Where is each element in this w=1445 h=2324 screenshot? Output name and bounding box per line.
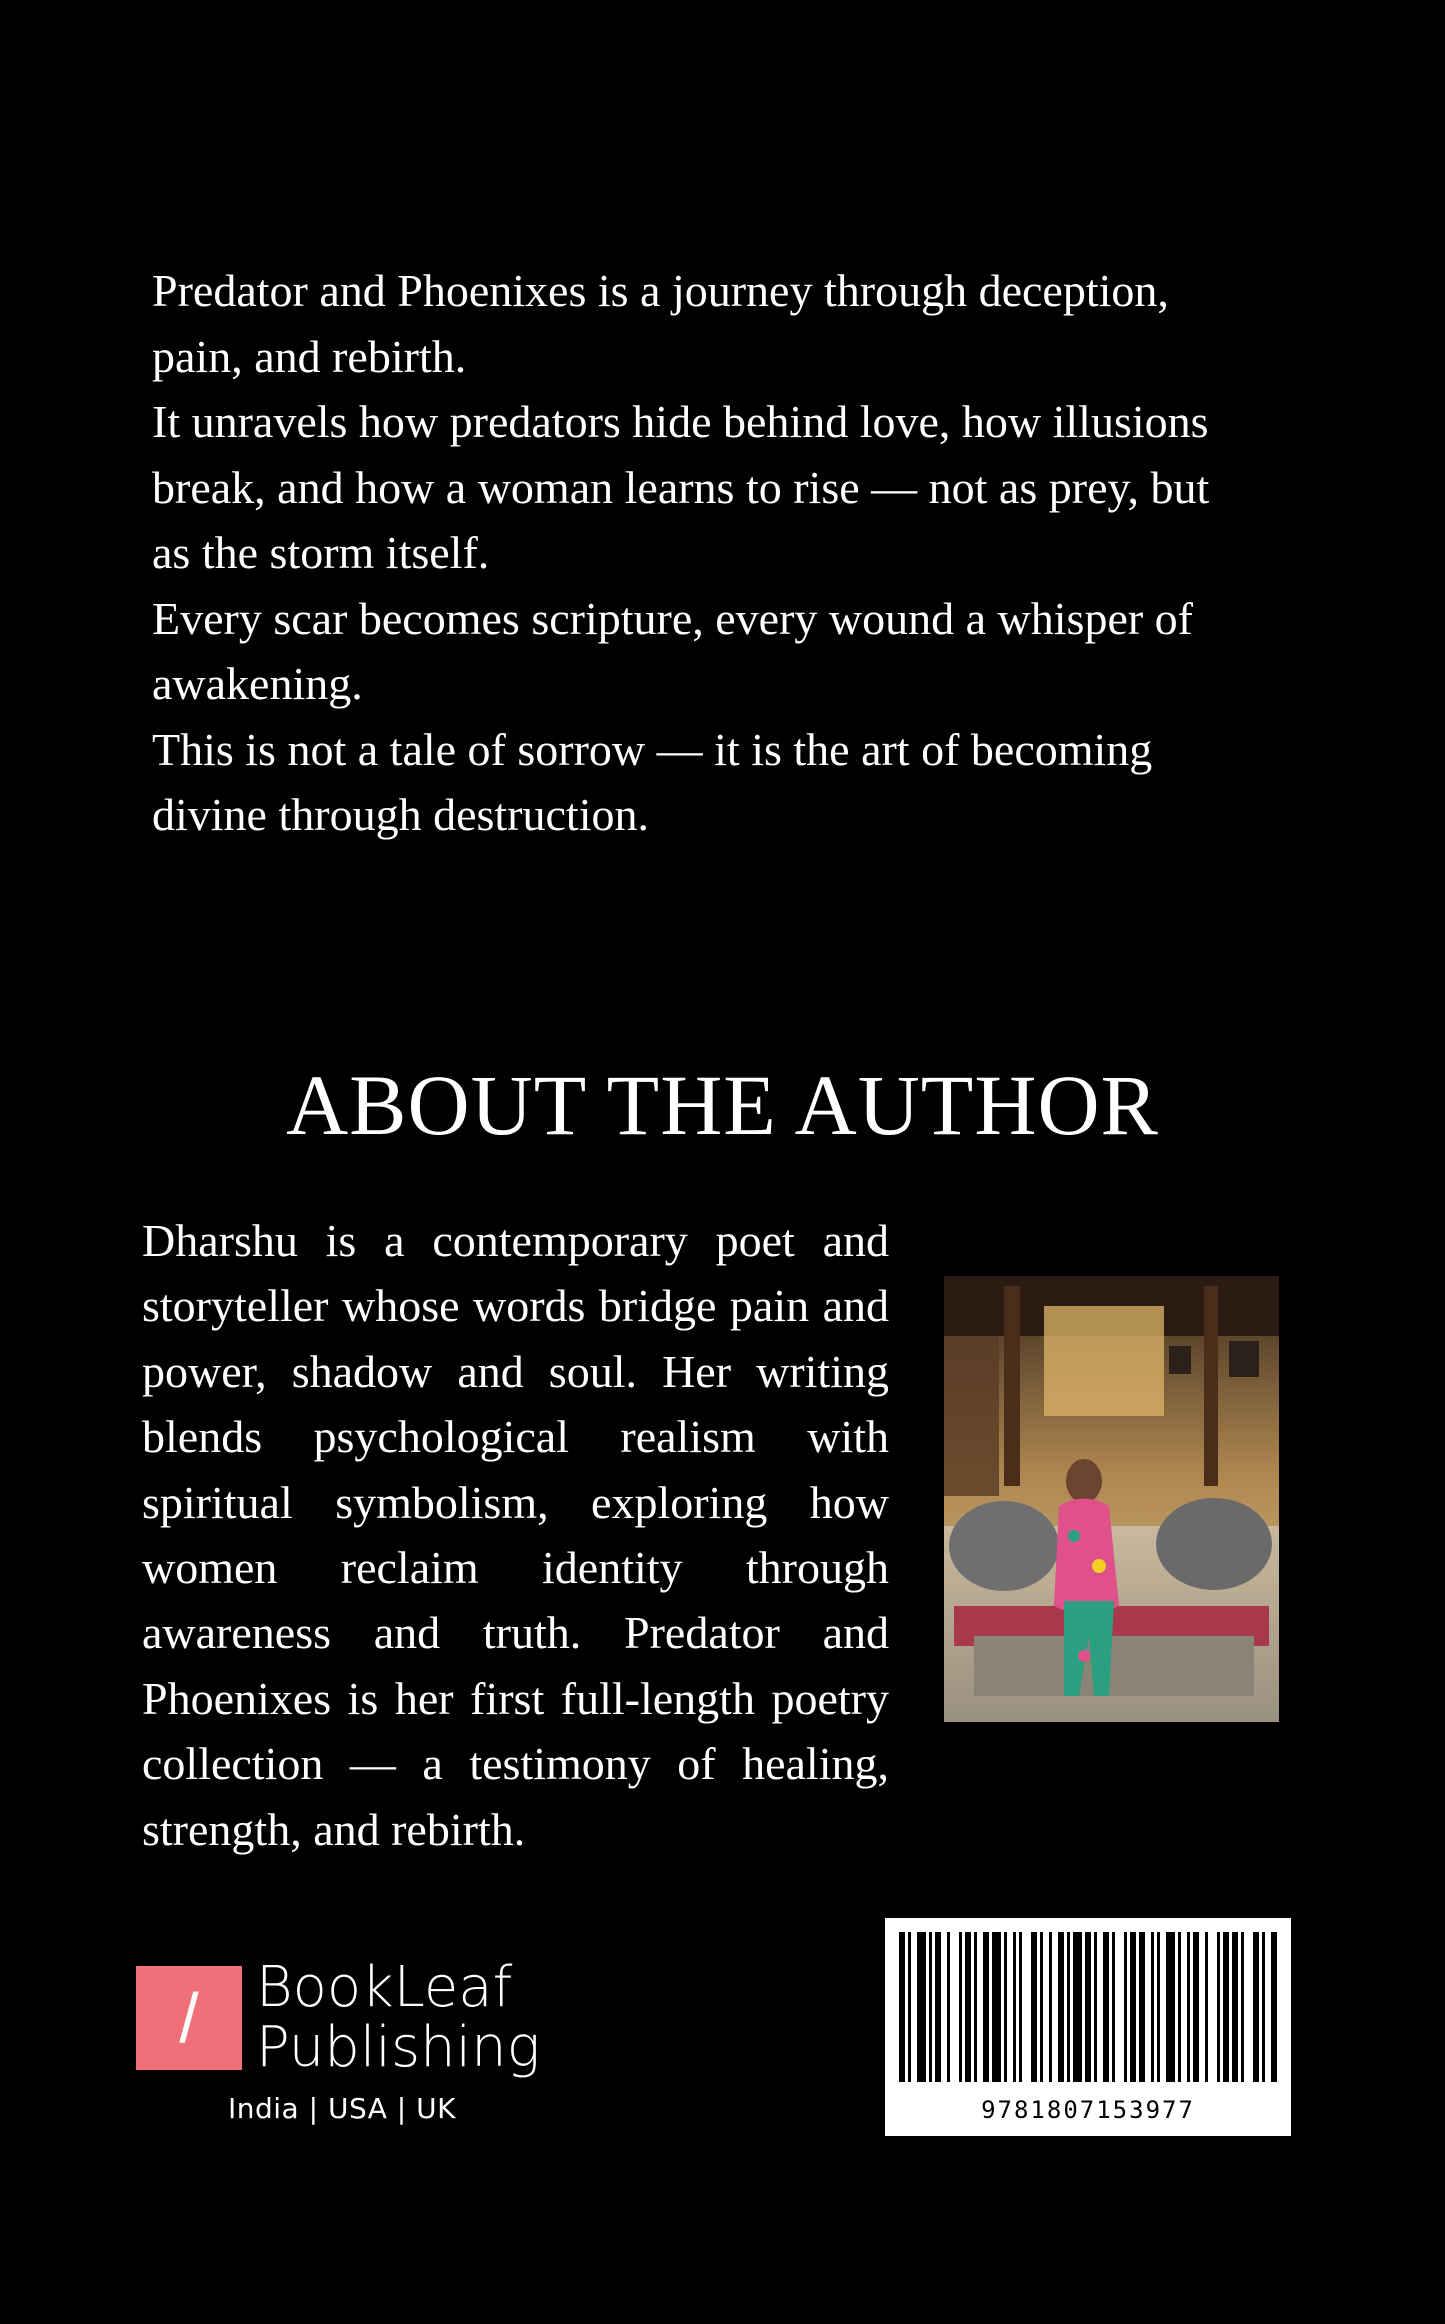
barcode-bar — [1139, 1932, 1145, 2082]
publisher-regions: India | USA | UK — [228, 2092, 456, 2125]
publisher-name — [256, 1955, 541, 2080]
barcode-bar — [1058, 1932, 1064, 2082]
barcode-bar — [959, 1932, 962, 2082]
isbn-number: 9781807153977 — [981, 2096, 1195, 2124]
publisher-name-line1: BookLeaf — [256, 1955, 513, 2020]
barcode-bar — [917, 1932, 926, 2082]
author-photo — [944, 1276, 1279, 1722]
barcode-bar — [1217, 1932, 1220, 2082]
blurb-line: It unravels how predators hide behind love, how illusions — [152, 396, 1209, 447]
blurb-line: break, and how a woman learns to rise — not as prey, but — [152, 461, 1210, 513]
about-the-author-heading: ABOUT THE AUTHOR — [286, 1057, 1159, 1153]
barcode-bar — [1178, 1932, 1181, 2082]
barcode-bar — [1130, 1932, 1136, 2082]
barcode-bar — [1103, 1932, 1109, 2082]
barcode-bar — [1085, 1932, 1091, 2082]
barcode-bar — [947, 1932, 950, 2082]
barcode-bar — [1193, 1932, 1199, 2082]
barcode-bar — [1223, 1932, 1229, 2082]
blurb-line: as the storm itself. — [152, 527, 490, 578]
blurb-line: awakening. — [152, 658, 363, 709]
slash-glyph: / — [179, 1979, 199, 2057]
barcode-bar — [1073, 1932, 1082, 2082]
barcode-bar — [1049, 1932, 1052, 2082]
barcode-bar — [974, 1932, 977, 2082]
barcode-bar — [1112, 1932, 1115, 2082]
back-cover-blurb — [152, 258, 1322, 848]
barcode-bar — [1262, 1932, 1265, 2082]
barcode-bar — [1151, 1932, 1154, 2082]
barcode-bar — [1004, 1932, 1007, 2082]
barcode-bar — [1040, 1932, 1043, 2082]
barcode-bar — [908, 1932, 911, 2082]
barcode-bar — [1253, 1932, 1259, 2082]
barcode-bar — [1271, 1932, 1277, 2082]
barcode-bar — [1094, 1932, 1097, 2082]
barcode-bar — [1166, 1932, 1175, 2082]
author-bio: Dharshu is a contemporary poet and storyteller whose words bridge pain and power, shadow and soul. Her writing blends psychological realism with spiritual symbolism, exploring how women reclaim identity through awareness and truth. Predator and Phoenixes is her first full-length poetry collection — a testimony of healing, strength, and rebirth. — [142, 1215, 889, 1855]
barcode-bar — [1124, 1932, 1127, 2082]
bookleaf-logo-mark — [136, 1966, 242, 2070]
isbn-barcode — [885, 1918, 1291, 2136]
barcode-bar — [1019, 1932, 1022, 2082]
barcode-bar — [1241, 1932, 1244, 2082]
barcode-bar — [992, 1932, 1001, 2082]
blurb-line: Predator and Phoenixes is a journey through deception, — [152, 265, 1169, 316]
barcode-bar — [983, 1932, 989, 2082]
barcode-bar — [965, 1932, 971, 2082]
publisher-name-line2: Publishing — [256, 2015, 541, 2080]
barcode-bar — [899, 1932, 905, 2082]
blurb-line: Every scar becomes scripture, every wound a whisper of — [152, 592, 1193, 644]
barcode-bar — [1031, 1932, 1037, 2082]
barcode-bar — [1157, 1932, 1160, 2082]
barcode-bar — [1013, 1932, 1016, 2082]
barcode-bar — [1187, 1932, 1190, 2082]
barcode-bar — [1067, 1932, 1070, 2082]
blurb-line: divine through destruction. — [152, 789, 649, 840]
barcode-bar — [1232, 1932, 1238, 2082]
barcode-bar — [929, 1932, 932, 2082]
blurb-line: pain, and rebirth. — [152, 330, 467, 382]
blurb-line: This is not a tale of sorrow — it is the art of becoming — [152, 723, 1153, 775]
barcode-bar — [935, 1932, 941, 2082]
barcode-bar — [1205, 1932, 1208, 2082]
